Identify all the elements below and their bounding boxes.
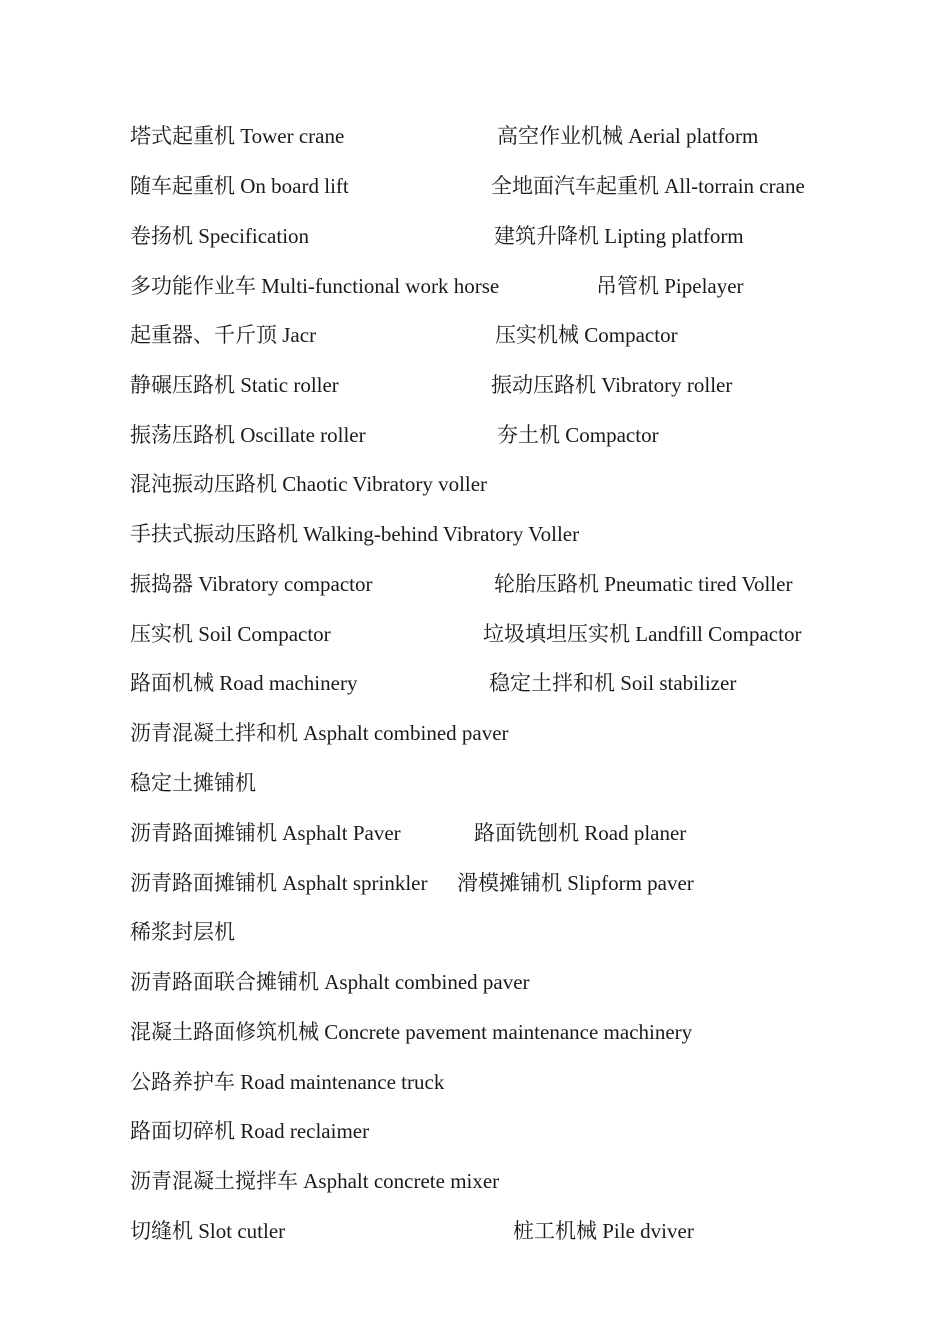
term-right: 垃圾填坦压实机 Landfill Compactor [483,622,802,646]
term-right: 稳定土拌和机 Soil stabilizer [489,671,737,695]
term-left: 随车起重机 On board lift [130,174,349,198]
term-left: 切缝机 Slot cutler [130,1219,286,1243]
term-right: 桩工机械 Pile dviver [513,1219,694,1243]
term-left: 静碾压路机 Static roller [130,373,339,397]
term-left: 稳定土摊铺机 [130,771,256,795]
term-left: 沥青路面联合摊铺机 Asphalt combined paver [130,970,530,994]
term-left: 塔式起重机 Tower crane [130,124,345,148]
term-right: 滑模摊铺机 Slipform paver [457,871,694,895]
term-left: 起重器、千斤顶 Jacr [130,323,317,347]
term-left: 公路养护车 Road maintenance truck [130,1070,445,1094]
term-right: 夯土机 Compactor [497,423,659,447]
term-left: 稀浆封层机 [130,920,235,944]
term-left: 路面切碎机 Road reclaimer [130,1119,370,1143]
term-right: 压实机械 Compactor [495,323,678,347]
term-left: 多功能作业车 Multi-functional work horse [130,274,500,298]
term-right: 振动压路机 Vibratory roller [491,373,733,397]
term-right: 全地面汽车起重机 All-torrain crane [491,174,805,198]
term-right: 路面铣刨机 Road planer [474,821,687,845]
term-left: 路面机械 Road machinery [130,671,358,695]
term-left: 手扶式振动压路机 Walking-behind Vibratory Voller [130,522,580,546]
term-left: 振捣器 Vibratory compactor [130,572,373,596]
term-left: 卷扬机 Specification [130,224,310,248]
term-left: 混沌振动压路机 Chaotic Vibratory voller [130,472,488,496]
term-left: 压实机 Soil Compactor [130,622,331,646]
term-right: 轮胎压路机 Pneumatic tired Voller [494,572,793,596]
term-left: 沥青路面摊铺机 Asphalt Paver [130,821,401,845]
term-right: 建筑升降机 Lipting platform [494,224,744,248]
term-right: 吊管机 Pipelayer [596,274,744,298]
term-left: 振荡压路机 Oscillate roller [130,423,366,447]
term-left: 沥青混凝土搅拌车 Asphalt concrete mixer [130,1169,500,1193]
term-left: 混凝土路面修筑机械 Concrete pavement maintenance machinery [130,1020,693,1044]
term-left: 沥青路面摊铺机 Asphalt sprinkler [130,871,428,895]
term-right: 高空作业机械 Aerial platform [497,124,759,148]
term-left: 沥青混凝土拌和机 Asphalt combined paver [130,721,509,745]
